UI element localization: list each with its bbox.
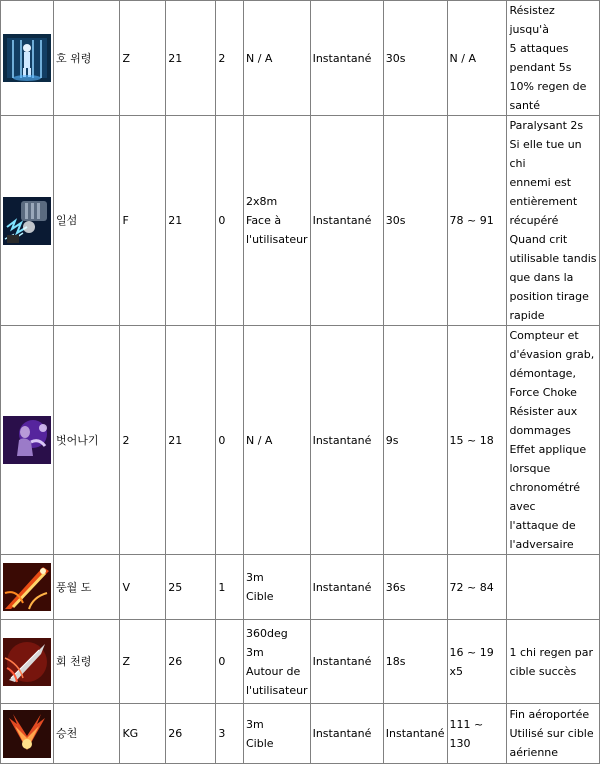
table-row [1,555,600,620]
skill-range [244,116,311,326]
winged-flame-icon [3,710,51,758]
skill-name: 회 천령 [54,620,120,704]
skill-key: 2 [120,326,166,555]
effect-line: Résistez jusqu'à [509,4,555,36]
range-line: 3m [246,571,264,584]
skill-cost: 1 [216,555,244,620]
effect-line: Résister aux [509,405,578,418]
purple-spirit-icon [3,416,51,464]
skill-range [244,555,311,620]
range-line: 3m [246,717,264,731]
effect-line: Paralysant 2s [509,119,584,132]
table-row [1,326,600,555]
skill-damage: 16 ~ 19 x5 [447,620,507,704]
effect-line: lorsque [509,462,551,475]
skill-cooldown: 18s [383,620,447,704]
range-line: Face à [246,214,282,227]
skill-key: F [120,116,166,326]
skill-effects [507,1,600,116]
range-line: Cible [246,736,274,750]
skill-range [244,326,311,555]
range-line: 3m [246,645,264,659]
skill-key: V [120,555,166,620]
range-line: 2x8m [246,195,278,208]
table-row [1,116,600,326]
range-line: 360deg [246,626,288,640]
effect-line: l'adversaire [509,538,574,551]
effect-line: aérienne [509,746,559,759]
skill-range [244,620,311,704]
range-line: l'utilisateur [246,683,308,697]
fiery-blade-icon [3,563,51,611]
skill-icon-cell [1,620,54,704]
skill-key: Z [120,1,166,116]
range-line: N / A [246,51,273,65]
skill-cooldown: 30s [383,1,447,116]
skill-activation: Instantané [310,116,383,326]
effect-line: Utilisé sur cible [509,727,594,740]
effect-line: cible succès [509,664,577,678]
skill-activation: Instantané [310,704,383,764]
effect-line: l'attaque de [509,519,576,532]
chained-figure-icon [3,34,51,82]
range-line: l'utilisateur [246,233,308,246]
skill-name: 일섬 [54,116,120,326]
skill-effects [507,555,600,620]
skill-cooldown: 9s [383,326,447,555]
skill-name: 풍월 도 [54,555,120,620]
effect-line: position tirage [509,290,589,303]
skill-damage: N / A [447,1,507,116]
effect-line: pendant 5s [509,61,572,74]
effect-line: récupéré [509,214,559,227]
effect-line: Fin aéroportée [509,708,590,721]
effect-line: utilisable tandis [509,252,597,265]
skill-cost: 2 [216,1,244,116]
effect-line: rapide [509,309,545,322]
effect-line: Effet applique [509,443,587,456]
effect-line: démontage, [509,367,576,380]
skill-key: Z [120,620,166,704]
skill-icon-cell [1,326,54,555]
skill-effects [507,704,600,764]
skill-range [244,704,311,764]
range-line: Cible [246,590,274,603]
table-row [1,620,600,704]
range-line: N / A [246,433,273,447]
skill-activation: Instantané [310,620,383,704]
skill-icon-cell [1,116,54,326]
skill-name: 승천 [54,704,120,764]
skill-level: 26 [166,620,216,704]
skill-icon-cell [1,1,54,116]
skill-damage: 111 ~ 130 [447,704,507,764]
effect-line: 10% regen de [509,80,587,93]
effect-line: Si elle tue un chi [509,138,582,170]
skill-cooldown: 36s [383,555,447,620]
skill-level: 21 [166,116,216,326]
skill-cost: 0 [216,326,244,555]
effect-line: d'évasion grab, [509,348,595,361]
table-row [1,704,600,764]
range-line: Autour de [246,664,301,678]
skill-damage: 72 ~ 84 [447,555,507,620]
skill-name: 호 위령 [54,1,120,116]
effect-line: chronométré avec [509,481,581,513]
skill-activation: Instantané [310,555,383,620]
skill-effects [507,116,600,326]
electric-gauntlet-icon [3,197,51,245]
table-row [1,1,600,116]
skill-level: 21 [166,1,216,116]
skill-activation: Instantané [310,326,383,555]
skill-cost: 0 [216,116,244,326]
skill-icon-cell [1,555,54,620]
skill-cost: 3 [216,704,244,764]
skill-cost: 0 [216,620,244,704]
skill-level: 21 [166,326,216,555]
effect-line: Quand crit [509,233,568,246]
effect-line: santé [509,99,540,112]
skill-cooldown: 30s [383,116,447,326]
effect-line: 5 attaques [509,42,569,55]
effect-line: que dans la [509,271,574,284]
skill-damage: 15 ~ 18 [447,326,507,555]
skill-effects [507,620,600,704]
effect-line: ennemi est [509,176,572,189]
skill-activation: Instantané [310,1,383,116]
skill-name: 벗어나기 [54,326,120,555]
skill-cooldown: Instantané [383,704,447,764]
effect-line: Force Choke [509,386,577,399]
skill-range [244,1,311,116]
skill-damage: 78 ~ 91 [447,116,507,326]
skill-icon-cell [1,704,54,764]
skill-effects [507,326,600,555]
skill-level: 25 [166,555,216,620]
effect-line: 1 chi regen par [509,645,594,659]
effect-line: entièrement [509,195,578,208]
effect-line: dommages [509,424,571,437]
thrown-dagger-icon [3,638,51,686]
skill-level: 26 [166,704,216,764]
skill-key: KG [120,704,166,764]
effect-line: Compteur et [509,329,579,342]
